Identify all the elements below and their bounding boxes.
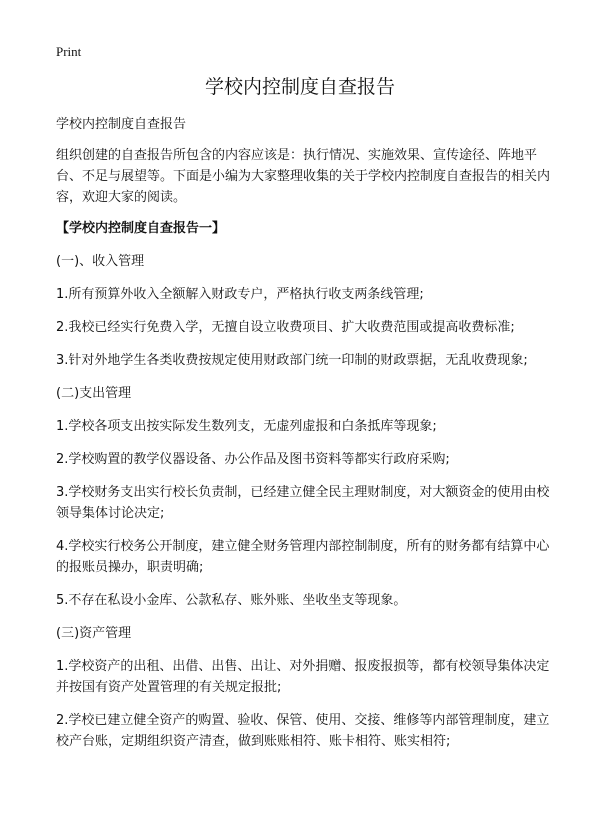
- section-heading: 【学校内控制度自查报告一】: [56, 221, 226, 236]
- document-subtitle: 学校内控制度自查报告: [56, 117, 187, 132]
- intro-paragraph: 组织创建的自查报告所包含的内容应该是：执行情况、实施效果、宣传途径、阵地平台、不足与展望等。下面是小编为大家整理收集的关于学校内控制度自查报告的相关内容，欢迎大家的阅读。: [56, 148, 551, 205]
- income-management-heading: (一)、收入管理: [56, 254, 145, 269]
- expense-item: 2.学校购置的教学仪器设备、办公作品及图书资料等都实行政府采购;: [56, 452, 450, 467]
- income-item: 2.我校已经实行免费入学，无擅自设立收费项目、扩大收费范围或提高收费标准;: [56, 320, 515, 335]
- asset-item: 1.学校资产的出租、出借、出售、出让、对外捐赠、报废报损等，都有校领导集体决定并按国有资产处置管理的有关规定报批;: [56, 659, 550, 695]
- expense-item: 3.学校财务支出实行校长负责制，已经建立健全民主理财制度，对大额资金的使用由校领导集体讨论决定;: [56, 485, 550, 521]
- expense-management-heading: (二)支出管理: [56, 386, 132, 401]
- expense-item: 4.学校实行校务公开制度，建立健全财务管理内部控制制度，所有的财务都有结算中心的报账员操办，职责明确;: [56, 539, 550, 575]
- income-item: 1.所有预算外收入全额解入财政专户，严格执行收支两条线管理;: [56, 287, 424, 302]
- income-item: 3.针对外地学生各类收费按规定使用财政部门统一印制的财政票据，无乱收费现象;: [56, 353, 528, 368]
- asset-management-heading: (三)资产管理: [56, 626, 132, 641]
- print-label: Print: [56, 44, 82, 59]
- document-title: 学校内控制度自查报告: [204, 76, 395, 98]
- asset-item: 2.学校已建立健全资产的购置、验收、保管、使用、交接、维修等内部管理制度，建立校产台账，定期组织资产清查，做到账账相符、账卡相符、账实相符;: [56, 713, 550, 749]
- expense-item: 5.不存在私设小金库、公款私存、账外账、坐收坐支等现象。: [56, 593, 407, 608]
- expense-item: 1.学校各项支出按实际发生数列支，无虚列虚报和白条抵库等现象;: [56, 419, 437, 434]
